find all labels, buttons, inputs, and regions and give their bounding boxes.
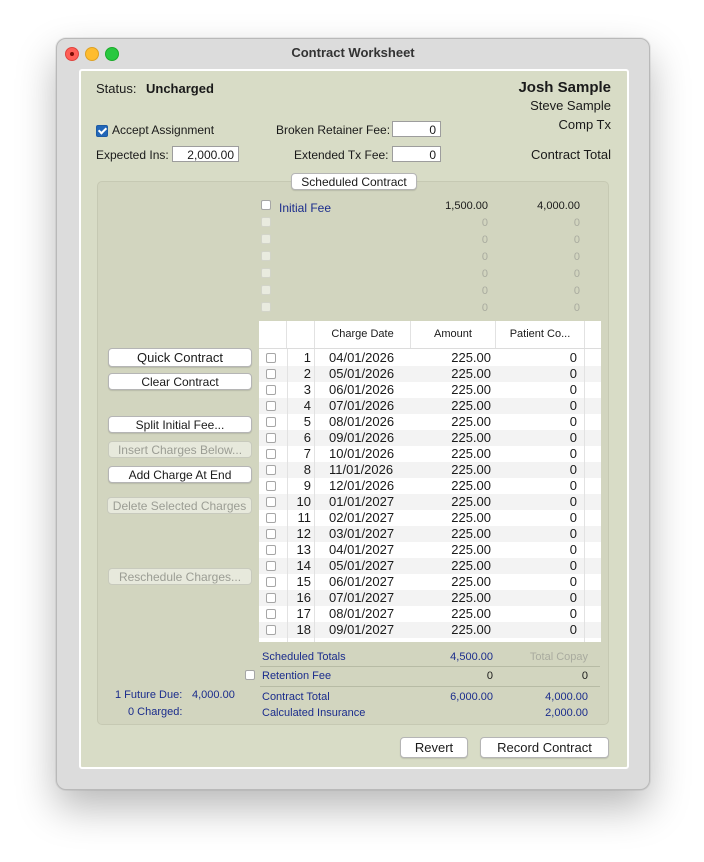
charge-date-cell: 10/01/2026: [329, 446, 395, 461]
row-select-checkbox[interactable]: [266, 545, 276, 555]
table-row[interactable]: [259, 606, 601, 622]
row-select-checkbox[interactable]: [266, 513, 276, 523]
select-column-header[interactable]: [259, 321, 287, 348]
broken-retainer-fee-label: Broken Retainer Fee:: [276, 123, 391, 137]
patient-copay-cell: 0: [569, 446, 577, 461]
close-window-button[interactable]: [65, 47, 79, 61]
worksheet-panel: [79, 69, 629, 769]
amount-cell: 225.00: [451, 446, 491, 461]
table-row[interactable]: [259, 478, 601, 494]
scheduled-contract-button[interactable]: Scheduled Contract: [291, 173, 417, 190]
table-row[interactable]: [259, 462, 601, 478]
charge-date-cell: 11/01/2026: [329, 462, 394, 477]
row-number: 16: [296, 590, 311, 605]
amount-cell: 225.00: [451, 606, 491, 621]
initial-fee-amount: 1,500.00: [445, 200, 488, 212]
amount-cell: 225.00: [451, 542, 491, 557]
charged-label: 0 Charged:: [128, 706, 183, 718]
amount-cell: 225.00: [451, 350, 491, 365]
charge-date-cell: 08/01/2026: [329, 414, 395, 429]
row-select-checkbox[interactable]: [266, 609, 276, 619]
row-number: 7: [303, 446, 311, 461]
retention-fee-label: Retention Fee: [262, 670, 332, 682]
fee-row-total: 0: [573, 285, 580, 297]
contract-worksheet-window: [56, 38, 650, 790]
fee-row-amount: 0: [481, 268, 488, 280]
clear-contract-button[interactable]: Clear Contract: [108, 373, 252, 390]
quick-contract-button[interactable]: Quick Contract: [108, 348, 252, 367]
row-number: 14: [296, 558, 311, 573]
table-header: [259, 321, 601, 349]
row-number: 11: [297, 510, 311, 525]
fee-row-total: 0: [573, 302, 580, 314]
amount-cell: 225.00: [451, 622, 491, 637]
row-select-checkbox[interactable]: [266, 465, 276, 475]
table-row[interactable]: [259, 510, 601, 526]
row-number: 5: [303, 414, 311, 429]
scheduled-totals-amount: 4,500.00: [450, 651, 493, 663]
future-due-label: 1 Future Due:: [115, 689, 183, 701]
expected-ins-field[interactable]: 2,000.00: [172, 146, 239, 162]
status-value: Uncharged: [146, 81, 214, 96]
fee-row-checkbox[interactable]: [261, 234, 271, 244]
retention-fee-amount: 0: [486, 670, 493, 682]
fee-row-checkbox[interactable]: [261, 268, 271, 278]
row-select-checkbox[interactable]: [266, 561, 276, 571]
patient-copay-cell: 0: [569, 430, 577, 445]
charge-date-cell: 08/01/2027: [329, 606, 395, 621]
revert-button[interactable]: Revert: [400, 737, 468, 758]
charge-date-cell: 09/01/2026: [329, 430, 395, 445]
calculated-insurance-value: 2,000.00: [545, 707, 588, 719]
charge-date-column-header[interactable]: Charge Date: [315, 321, 411, 348]
table-row[interactable]: [259, 494, 601, 510]
charge-date-cell: 04/01/2026: [329, 350, 395, 365]
extended-tx-fee-label: Extended Tx Fee:: [294, 148, 389, 162]
record-contract-button[interactable]: Record Contract: [480, 737, 609, 758]
patient-copay-cell: 0: [569, 558, 577, 573]
charge-date-cell: 05/01/2027: [329, 558, 395, 573]
fee-row-checkbox[interactable]: [261, 302, 271, 312]
charge-date-cell: 07/01/2027: [329, 590, 395, 605]
insert-charges-below-button[interactable]: Insert Charges Below...: [108, 441, 252, 458]
amount-cell: 225.00: [451, 574, 491, 589]
fee-row-total: 0: [573, 217, 580, 229]
number-column-header[interactable]: [287, 321, 315, 348]
table-row[interactable]: [259, 382, 601, 398]
row-number: 17: [296, 606, 311, 621]
amount-cell: 225.00: [451, 558, 491, 573]
patient-copay-cell: 0: [569, 606, 577, 621]
patient-copay-cell: 0: [569, 366, 577, 381]
charge-date-cell: 07/01/2026: [329, 398, 395, 413]
row-select-checkbox[interactable]: [266, 577, 276, 587]
row-select-checkbox[interactable]: [266, 529, 276, 539]
patient-copay-cell: 0: [569, 494, 577, 509]
table-row[interactable]: [259, 414, 601, 430]
contract-total-label: Contract Total: [262, 691, 330, 703]
row-select-checkbox[interactable]: [266, 417, 276, 427]
row-number: 6: [303, 430, 311, 445]
accept-assignment-label: Accept Assignment: [112, 123, 215, 137]
table-row[interactable]: [259, 558, 601, 574]
scheduled-contract-group: [97, 175, 609, 725]
row-number: 18: [296, 622, 311, 637]
table-row[interactable]: [259, 574, 601, 590]
row-number: 13: [296, 542, 311, 557]
patient-copay-cell: 0: [569, 398, 577, 413]
amount-cell: 225.00: [451, 462, 491, 477]
amount-cell: 225.00: [451, 430, 491, 445]
treatment-type: Comp Tx: [558, 117, 611, 132]
patient-copay-cell: 0: [569, 622, 577, 637]
row-select-checkbox[interactable]: [266, 401, 276, 411]
delete-selected-charges-button[interactable]: Delete Selected Charges: [107, 497, 252, 514]
initial-fee-label: Initial Fee: [279, 201, 332, 215]
row-number: 8: [303, 462, 311, 477]
patient-copay-cell: 0: [569, 478, 577, 493]
patient-copay-cell: 0: [569, 526, 577, 541]
fee-row-amount: 0: [481, 302, 488, 314]
row-number: 4: [303, 398, 311, 413]
split-initial-fee-button[interactable]: Split Initial Fee...: [108, 416, 252, 433]
amount-cell: 225.00: [451, 366, 491, 381]
amount-column-header[interactable]: Amount: [411, 321, 496, 348]
fee-row-amount: 0: [481, 251, 488, 263]
charge-date-cell: 06/01/2026: [329, 382, 395, 397]
table-row[interactable]: [259, 542, 601, 558]
extended-tx-fee-field[interactable]: 0: [392, 146, 441, 162]
amount-cell: 225.00: [451, 398, 491, 413]
table-row[interactable]: [259, 526, 601, 542]
patient-copay-cell: 0: [569, 350, 577, 365]
charge-date-cell: 06/01/2027: [329, 574, 395, 589]
row-select-checkbox[interactable]: [266, 593, 276, 603]
minimize-window-button[interactable]: [85, 47, 99, 61]
row-select-checkbox[interactable]: [266, 497, 276, 507]
charge-date-cell: 03/01/2027: [329, 526, 395, 541]
row-number: 3: [303, 382, 311, 397]
amount-cell: 225.00: [451, 478, 491, 493]
amount-cell: 225.00: [451, 526, 491, 541]
fee-row-total: 0: [573, 234, 580, 246]
initial-fee-total: 4,000.00: [537, 200, 580, 212]
table-row[interactable]: [259, 446, 601, 462]
window-title: Contract Worksheet: [291, 45, 415, 60]
fee-row-checkbox[interactable]: [261, 285, 271, 295]
amount-cell: 225.00: [451, 494, 491, 509]
initial-fee-checkbox[interactable]: [261, 200, 271, 210]
fee-row-checkbox[interactable]: [261, 217, 271, 227]
patient-copay-cell: 0: [569, 510, 577, 525]
expected-ins-label: Expected Ins:: [96, 148, 169, 162]
amount-cell: 225.00: [451, 414, 491, 429]
fee-row-total: 0: [573, 268, 580, 280]
table-row[interactable]: [259, 622, 601, 638]
contract-total-amount: 6,000.00: [450, 691, 493, 703]
contract-total-copay: 4,000.00: [545, 691, 588, 703]
row-select-checkbox[interactable]: [266, 369, 276, 379]
patient-name: Josh Sample: [518, 79, 611, 96]
row-select-checkbox[interactable]: [266, 449, 276, 459]
charge-date-cell: 01/01/2027: [329, 494, 395, 509]
responsible-party-name: Steve Sample: [530, 98, 611, 113]
patient-copay-column-header[interactable]: Patient Co...: [496, 321, 585, 348]
title-bar: [57, 39, 649, 67]
patient-copay-cell: 0: [569, 542, 577, 557]
row-select-checkbox[interactable]: [266, 481, 276, 491]
contract-total-header: Contract Total: [531, 147, 611, 162]
row-select-checkbox[interactable]: [266, 385, 276, 395]
reschedule-charges-button[interactable]: Reschedule Charges...: [108, 568, 252, 585]
future-due-value: 4,000.00: [192, 689, 235, 701]
charge-date-cell: 04/01/2027: [329, 542, 395, 557]
row-number: 10: [296, 494, 311, 509]
charge-date-cell: 05/01/2026: [329, 366, 395, 381]
row-select-checkbox[interactable]: [266, 433, 276, 443]
fee-row-amount: 0: [481, 234, 488, 246]
table-row[interactable]: [259, 590, 601, 606]
row-number: 15: [296, 574, 311, 589]
table-row[interactable]: [259, 430, 601, 446]
table-row[interactable]: [259, 398, 601, 414]
patient-copay-cell: 0: [569, 590, 577, 605]
add-charge-at-end-button[interactable]: Add Charge At End: [108, 466, 252, 483]
charge-date-cell: 12/01/2026: [329, 478, 395, 493]
retention-fee-checkbox[interactable]: [245, 670, 255, 680]
row-select-checkbox[interactable]: [266, 353, 276, 363]
charges-table: [259, 321, 601, 642]
charge-date-cell: 02/01/2027: [329, 510, 395, 525]
patient-copay-cell: 0: [569, 382, 577, 397]
patient-copay-cell: 0: [569, 462, 577, 477]
total-copay-label: Total Copay: [529, 651, 588, 663]
row-number: 2: [303, 366, 311, 381]
status-label: Status:: [96, 81, 137, 96]
retention-fee-copay: 0: [581, 670, 588, 682]
fee-row-amount: 0: [481, 285, 488, 297]
amount-cell: 225.00: [451, 510, 491, 525]
accept-assignment-checkbox[interactable]: [96, 125, 108, 137]
patient-copay-cell: 0: [569, 414, 577, 429]
broken-retainer-fee-field[interactable]: 0: [392, 121, 441, 137]
zoom-window-button[interactable]: [105, 47, 119, 61]
calculated-insurance-label: Calculated Insurance: [262, 707, 366, 719]
fee-row-checkbox[interactable]: [261, 251, 271, 261]
table-row[interactable]: [259, 350, 601, 366]
row-number: 12: [296, 526, 311, 541]
fee-row-amount: 0: [481, 217, 488, 229]
amount-cell: 225.00: [451, 382, 491, 397]
scheduled-totals-label: Scheduled Totals: [262, 651, 346, 663]
amount-cell: 225.00: [451, 590, 491, 605]
patient-copay-cell: 0: [569, 574, 577, 589]
fee-row-total: 0: [573, 251, 580, 263]
row-select-checkbox[interactable]: [266, 625, 276, 635]
row-number: 9: [303, 478, 311, 493]
table-row[interactable]: [259, 366, 601, 382]
row-number: 1: [303, 350, 311, 365]
charge-date-cell: 09/01/2027: [329, 622, 395, 637]
